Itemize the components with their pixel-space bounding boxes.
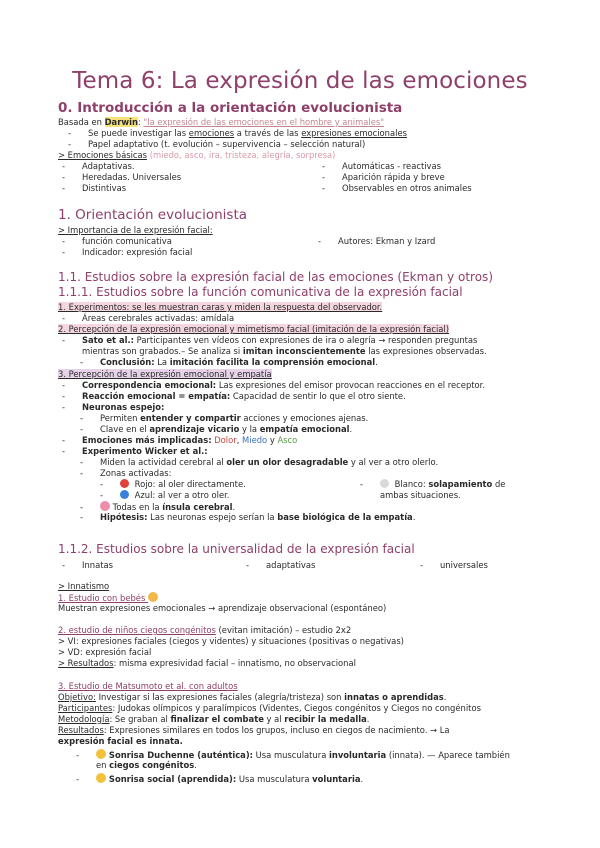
experimento-3-text: 3. Percepción de la expresión emocional y empatía — [58, 369, 272, 379]
basada-colon: : — [137, 117, 144, 127]
t2: . — [443, 692, 447, 702]
list-item-text: Observables en otros animales — [342, 183, 472, 193]
list-item: - Indicador: expresión facial — [62, 247, 193, 257]
sato-text-3: las expresiones observadas. — [365, 346, 487, 356]
list-item: - adaptativas — [246, 560, 316, 570]
estudio-2-title: 2. estudio de niños ciegos congénitos — [58, 625, 216, 635]
tb: entender y compartir — [140, 413, 241, 423]
t: Permiten — [100, 413, 141, 423]
zona-text: Blanco: — [392, 479, 429, 489]
basada-prefix: Basada en — [58, 117, 105, 127]
list-item: - Emociones más implicadas: Dolor, Miedo y Asco — [62, 435, 298, 445]
list-item-text: universales — [440, 560, 488, 570]
objetivo-line — [58, 692, 446, 703]
emociones-label: Emociones más implicadas: — [82, 435, 212, 445]
tb2: empatía emocional — [259, 424, 350, 434]
importancia-label: > Importancia de la expresión facial: — [58, 225, 213, 235]
wicker-label: Experimento Wicker et al.: — [82, 446, 208, 456]
estudio-2-post: (evitan imitación) – estudio 2x2 — [215, 625, 352, 635]
reac-label: Reacción emocional = empatía: — [82, 391, 231, 401]
duchenne-line-2 — [96, 760, 197, 771]
t3: . — [366, 714, 370, 724]
list-item: - Zonas activadas: — [80, 468, 172, 478]
t2: . — [412, 512, 416, 522]
list-item: - Automáticas - reactivas — [322, 161, 442, 171]
t: Investigar si las expresiones faciales (alegría/tristeza) son — [95, 692, 345, 702]
list-item: - función comunicativa — [62, 236, 172, 246]
experimento-1 — [58, 302, 382, 313]
vi-line: > VI: expresiones faciales (ciegos y videntes) y situaciones (positivas o negativas) — [58, 636, 404, 646]
list-item: - Miden la actividad cerebral al oler un olor desagradable y al ver a otro olerlo. — [80, 457, 439, 467]
emocion-asco: Asco — [277, 435, 298, 445]
list-item: - Áreas cerebrales activadas: amídala — [62, 313, 235, 323]
emociones-basicas-list: (miedo, asco, ira, tristeza, alegría, sorpresa) — [147, 150, 336, 160]
tb2: recibir la medalla — [284, 714, 367, 724]
corr-label: Correspondencia emocional: — [82, 380, 217, 390]
sato-line-2 — [82, 346, 487, 357]
white-circle-icon — [380, 479, 389, 488]
t2: y al — [263, 714, 285, 724]
t: Las neuronas espejo serían la — [147, 512, 278, 522]
list-item: - Neuronas espejo: — [62, 402, 165, 412]
list-item: - Adaptativas. — [62, 161, 135, 171]
book-title: "la expresión de las emociones en el hombre y animales" — [143, 117, 385, 127]
bullet-text: Papel adaptativo (t. evolución – supervivencia – selección natural) — [88, 139, 366, 149]
list-item: - Clave en el aprendizaje vicario y la empatía emocional. — [80, 424, 353, 434]
bullet-text-mid: a través de las — [234, 128, 302, 138]
list-item: - Hipótesis: Las neuronas espejo serían la base biológica de la empatía. — [80, 512, 416, 522]
sato-line: - Sato et al.: Participantes ven vídeos con expresiones de ira o alegría → responden preguntas — [62, 335, 478, 345]
bullet-papel: - Papel adaptativo (t. evolución – supervivencia – selección natural) — [68, 139, 366, 149]
section-1-1-1-heading: 1.1.1. Estudios sobre la función comunicativa de la expresión facial — [58, 285, 463, 299]
sato-label: Sato et al.: — [82, 335, 135, 345]
tb: aprendizaje vicario — [149, 424, 240, 434]
resultados-line — [58, 658, 356, 669]
t: : Expresiones similares en todos los grupos, incluso en ciegos de nacimiento. → La — [103, 725, 450, 735]
duchenne-label: Sonrisa Duchenne (auténtica): — [106, 750, 254, 760]
zona-rojo: - Rojo: al oler directamente. — [100, 479, 246, 489]
page-title: Tema 6: La expresión de las emociones — [72, 68, 528, 94]
list-item: - Reacción emocional = empatía: Capacidad de sentir lo que el otro siente. — [62, 391, 406, 401]
participantes-label: Participantes — [58, 703, 113, 713]
t2: y al ver a otro olerlo. — [348, 457, 439, 467]
duchenne-line: - Sonrisa Duchenne (auténtica): Usa musculatura involuntaria (innata). — Aparece también — [76, 750, 510, 760]
experimento-3 — [58, 369, 272, 380]
list-item-text: Heredadas. Universales — [82, 172, 182, 182]
bullet-emociones: - Se puede investigar las emociones a través de las expresiones emocionales — [68, 128, 407, 138]
list-item: - Permiten entender y compartir acciones y emociones ajenas. — [80, 413, 369, 423]
emocion-miedo: Miedo — [242, 435, 268, 445]
list-item-text: Indicador: expresión facial — [82, 247, 193, 257]
list-item-text: Automáticas - reactivas — [342, 161, 442, 171]
zona-bold: solapamiento — [428, 479, 493, 489]
social-label: Sonrisa social (aprendida): — [106, 774, 237, 784]
list-item-text: Autores: Ekman y Izard — [338, 236, 436, 246]
social-line: - Sonrisa social (aprendida): Usa musculatura voluntaria. — [76, 774, 364, 784]
sato-text-2: mientras son grabados.– Se analiza si — [82, 346, 243, 356]
emociones-basicas-line — [58, 150, 335, 161]
tb: oler un olor desagradable — [226, 457, 349, 467]
tb: ciegos congénitos — [109, 760, 195, 770]
metodologia-line — [58, 714, 369, 725]
corr-text: Las expresiones del emisor provocan reacciones en el receptor. — [216, 380, 486, 390]
tb: ínsula cerebral — [162, 502, 233, 512]
expresiones-emocionales: expresiones emocionales — [301, 128, 407, 138]
emociones-basicas-label: > Emociones básicas — [58, 150, 148, 160]
resultados-text: : misma expresividad facial – innatismo, no observacional — [113, 658, 356, 668]
resultados-label: > Resultados — [58, 658, 114, 668]
bullet-text: Se puede investigar las — [88, 128, 189, 138]
section-1-heading: 1. Orientación evolucionista — [58, 207, 248, 223]
t: : Judokas olímpicos y paralímpicos (Videntes, Ciegos congénitos y Ciegos no congénitos — [112, 703, 481, 713]
t: : Se graban al — [109, 714, 171, 724]
list-item: - Autores: Ekman y Izard — [318, 236, 436, 246]
experimento-2 — [58, 324, 449, 335]
conclusion-pre: La — [154, 357, 170, 367]
smile-icon — [96, 773, 106, 783]
list-item-text: adaptativas — [266, 560, 316, 570]
estudio-1-text: 1. Estudio con bebés — [58, 593, 146, 603]
sep: , — [236, 435, 243, 445]
sato-bold: imitan inconscientemente — [242, 346, 366, 356]
list-item-text: Distintivas — [82, 183, 127, 193]
experimento-2-text: 2. Percepción de la expresión emocional y mimetismo facial (imitación de la expresión facial) — [58, 324, 450, 334]
list-item: - Correspondencia emocional: Las expresiones del emisor provocan reacciones en el receptor. — [62, 380, 486, 390]
tb: base biológica de la empatía — [277, 512, 413, 522]
t2: . — [232, 502, 236, 512]
t: Clave en el — [100, 424, 150, 434]
hipotesis-label: Hipótesis: — [100, 512, 148, 522]
zona-blanco: - Blanco: solapamiento de — [360, 479, 506, 489]
list-item-text: Áreas cerebrales activadas: amídala — [82, 313, 235, 323]
estudio-3: 3. Estudio de Matsumoto et al. con adultos — [58, 681, 238, 691]
experimento-1-text: 1. Experimentos: se les muestran caras y miden la respuesta del observador. — [58, 302, 383, 312]
sato-text: Participantes ven vídeos con expresiones de ira o alegría → responden preguntas — [134, 335, 478, 345]
basada-line — [58, 117, 384, 128]
tb: voluntaria — [312, 774, 361, 784]
baby-icon — [148, 592, 158, 602]
blue-circle-icon — [120, 490, 129, 499]
list-item: - Observables en otros animales — [322, 183, 472, 193]
list-item: - Distintivas — [62, 183, 127, 193]
list-item: - Experimento Wicker et al.: — [62, 446, 208, 456]
list-item: - Aparición rápida y breve — [322, 172, 445, 182]
list-item: - Innatas — [62, 560, 113, 570]
t3: . — [349, 424, 353, 434]
t: Usa musculatura — [253, 750, 329, 760]
tb: involuntaria — [329, 750, 387, 760]
tb: innatas o aprendidas — [344, 692, 444, 702]
list-item: - Heredadas. Universales — [62, 172, 182, 182]
zona-text: Azul: al ver a otro oler. — [132, 490, 230, 500]
t2: (innata). — Aparece también — [386, 750, 510, 760]
tb: finalizar el combate — [170, 714, 264, 724]
list-item-text: Innatas — [82, 560, 113, 570]
list-item-text: Aparición rápida y breve — [342, 172, 445, 182]
section-1-1-heading: 1.1. Estudios sobre la expresión facial de las emociones (Ekman y otros) — [58, 270, 493, 284]
t: Usa musculatura — [236, 774, 313, 784]
innatismo-label: > Innatismo — [58, 581, 110, 591]
t2: y la — [239, 424, 260, 434]
sep: y — [267, 435, 278, 445]
t2: . — [194, 760, 197, 770]
metodologia-label: Metodología — [58, 714, 110, 724]
resultados-label: Resultados — [58, 725, 104, 735]
t2: acciones y emociones ajenas. — [240, 413, 369, 423]
conclusion-post: . — [375, 357, 378, 367]
vd-line: > VD: expresión facial — [58, 647, 152, 657]
objetivo-label: Objetivo: — [58, 692, 96, 702]
zonas-label: Zonas activadas: — [100, 468, 172, 478]
conclusion-line: - Conclusión: La imitación facilita la comprensión emocional. — [80, 357, 378, 367]
emociones-link: emociones — [188, 128, 235, 138]
list-item: - universales — [420, 560, 488, 570]
zona-blanco-2: ambas situaciones. — [380, 490, 461, 500]
smile-icon — [96, 749, 106, 759]
resultados-3-bold: expresión facial es innata. — [58, 736, 183, 746]
red-circle-icon — [120, 479, 129, 488]
estudio-1-text: Muestran expresiones emocionales → aprendizaje observacional (espontáneo) — [58, 603, 387, 613]
brain-icon — [100, 501, 110, 511]
resultados-3-line — [58, 725, 450, 736]
t: en — [96, 760, 110, 770]
zona-azul: - Azul: al ver a otro oler. — [100, 490, 230, 500]
t2: . — [360, 774, 364, 784]
zona-text: Rojo: al oler directamente. — [132, 479, 246, 489]
list-item-text: función comunicativa — [82, 236, 172, 246]
participantes-line — [58, 703, 481, 714]
estudio-2 — [58, 625, 351, 636]
reac-text: Capacidad de sentir lo que el otro siente. — [230, 391, 406, 401]
section-1-1-2-heading: 1.1.2. Estudios sobre la universalidad de la expresión facial — [58, 542, 415, 556]
section-0-heading: 0. Introducción a la orientación evolucionista — [58, 100, 403, 116]
darwin-label: Darwin — [104, 117, 138, 127]
zona-text-2: de — [492, 479, 506, 489]
conclusion-label: Conclusión: — [100, 357, 155, 367]
neuronas-label: Neuronas espejo: — [82, 402, 165, 412]
emocion-dolor: Dolor — [214, 435, 237, 445]
list-item: - Todas en la ínsula cerebral. — [80, 502, 236, 512]
list-item-text: Adaptativas. — [82, 161, 135, 171]
t: Miden la actividad cerebral al — [100, 457, 227, 467]
t: Todas en la — [110, 502, 163, 512]
conclusion-bold: imitación facilita la comprensión emocional — [169, 357, 376, 367]
